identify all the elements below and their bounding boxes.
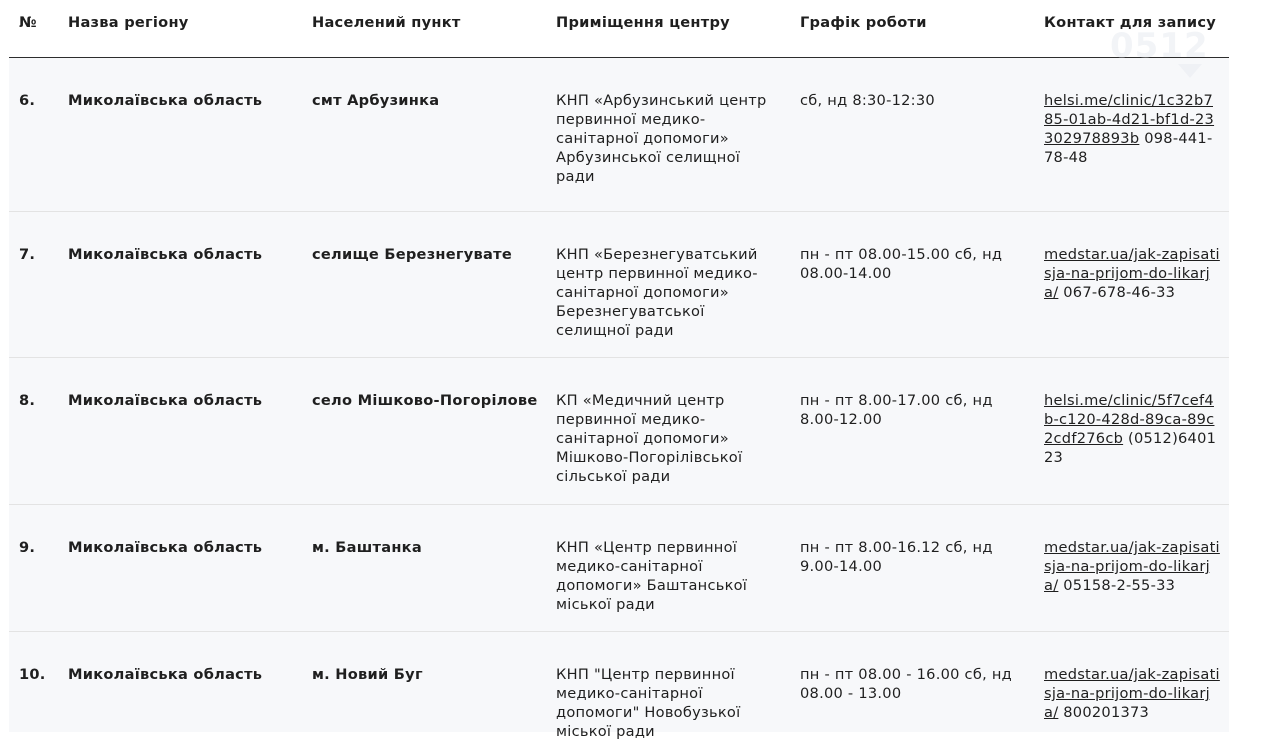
booking-link[interactable]: helsi.me/clinic/5f7cef4b-c120-428d-89ca-89c2cdf276cb [1044, 392, 1215, 447]
row-num: 9. [19, 539, 36, 556]
header-region: Назва регіону [68, 14, 189, 31]
row-num: 6. [19, 92, 36, 109]
row-contact [1034, 58, 1229, 211]
row-contact [1034, 358, 1229, 504]
header-premises: Приміщення центру [556, 14, 730, 31]
row-region: Миколаївська область [68, 246, 263, 263]
phone-number: (0512)640123 [1044, 430, 1217, 466]
phone-number: 098-441-78-48 [1044, 130, 1213, 166]
row-contact [1034, 632, 1229, 741]
table-row [9, 632, 1229, 740]
row-city: селище Березнегувате [312, 246, 512, 263]
table-header [9, 0, 1229, 58]
booking-link[interactable]: medstar.ua/jak-zapisatisja-na-prijom-do-likarja/ [1044, 539, 1220, 594]
header-city: Населений пункт [312, 14, 461, 31]
row-region: Миколаївська область [68, 92, 263, 109]
row-schedule: сб, нд 8:30-12:30 [800, 92, 935, 109]
row-contact [1034, 505, 1229, 631]
table-row [9, 358, 1229, 505]
row-premises: КНП "Центр первинної медико-санітарної допомоги" Новобузької міської ради [556, 666, 741, 740]
booking-link[interactable]: medstar.ua/jak-zapisatisja-na-prijom-do-likarja/ [1044, 246, 1220, 301]
row-city: м. Баштанка [312, 539, 422, 556]
row-city: м. Новий Буг [312, 666, 423, 683]
table-row [9, 58, 1229, 212]
row-schedule: пн - пт 08.00-15.00 сб, нд 08.00-14.00 [800, 246, 1003, 282]
booking-link[interactable]: helsi.me/clinic/1c32b785-01ab-4d21-bf1d-23302978893b [1044, 92, 1215, 147]
row-region: Миколаївська область [68, 392, 263, 409]
row-premises: КНП «Центр первинної медико-санітарної допомоги» Баштанської міської ради [556, 539, 748, 613]
table-row [9, 212, 1229, 358]
phone-number: 800201373 [1058, 704, 1150, 721]
row-num: 10. [19, 666, 46, 683]
row-schedule: пн - пт 8.00-17.00 сб, нд 8.00-12.00 [800, 392, 993, 428]
header-num: № [19, 14, 37, 31]
row-city: смт Арбузинка [312, 92, 440, 109]
phone-number: 067-678-46-33 [1058, 284, 1176, 301]
row-region: Миколаївська область [68, 666, 263, 683]
phone-number: 05158-2-55-33 [1058, 577, 1176, 594]
booking-link[interactable]: medstar.ua/jak-zapisatisja-na-prijom-do-likarja/ [1044, 666, 1220, 721]
row-num: 8. [19, 392, 36, 409]
header-schedule: Графік роботи [800, 14, 927, 31]
table-row [9, 505, 1229, 632]
row-contact [1034, 212, 1229, 357]
row-premises: КНП «Арбузинський центр первинної медико-санітарної допомоги» Арбузинської селищної ради [556, 92, 767, 185]
row-premises: КП «Медичний центр первинної медико-санітарної допомоги» Мішково-Погорілівської сільської ради [556, 392, 743, 485]
watermark-text: 0512 [1110, 26, 1209, 66]
row-schedule: пн - пт 08.00 - 16.00 сб, нд 08.00 - 13.00 [800, 666, 1012, 702]
row-num: 7. [19, 246, 36, 263]
clinics-table [9, 0, 1229, 740]
row-city: село Мішково-Погорілове [312, 392, 538, 409]
header-contact: Контакт для запису [1044, 14, 1217, 31]
row-premises: КНП «Березнегуватський центр первинної медико-санітарної допомоги» Березнегуватської селищної ради [556, 246, 758, 339]
row-schedule: пн - пт 8.00-16.12 сб, нд 9.00-14.00 [800, 539, 993, 575]
row-region: Миколаївська область [68, 539, 263, 556]
